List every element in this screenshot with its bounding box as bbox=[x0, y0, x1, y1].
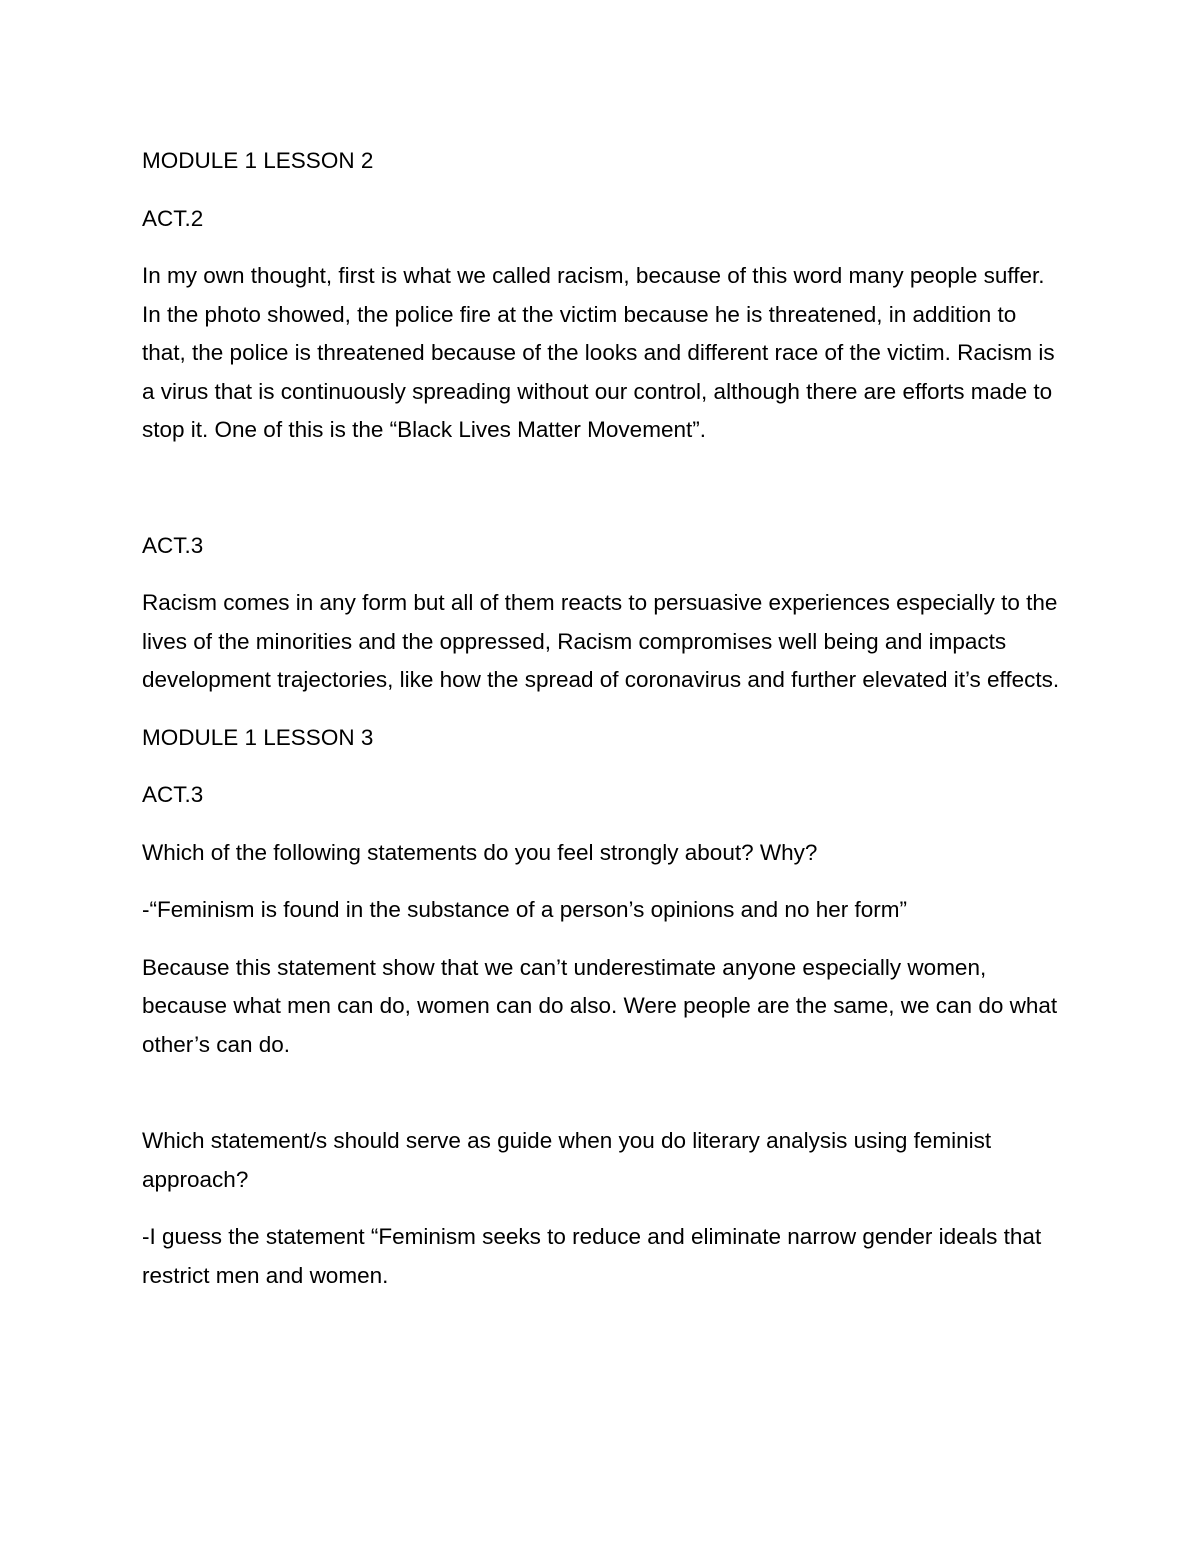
act3-label-lesson3: ACT.3 bbox=[142, 782, 204, 807]
answer-1-quote: -“Feminism is found in the substance of a person’s opinions and no her form” bbox=[142, 897, 907, 922]
document-body bbox=[142, 142, 1062, 1295]
act3-paragraph-lesson2: Racism comes in any form but all of them reacts to persuasive experiences especially to the lives of the minorities and the oppressed, Racism compromises well being and impacts development trajectories, like how the spread of coronavirus and further elevated it’s effects. bbox=[142, 590, 1060, 692]
module1-lesson2-heading: MODULE 1 LESSON 2 bbox=[142, 148, 374, 173]
question-2: Which statement/s should serve as guide when you do literary analysis using feminist approach? bbox=[142, 1128, 992, 1192]
question-1: Which of the following statements do you feel strongly about? Why? bbox=[142, 839, 818, 865]
answer-1-explanation: Because this statement show that we can’t underestimate anyone especially women, because what men can do, women can do also. Were people are the same, we can do what other’s can do. bbox=[142, 954, 1058, 1057]
act2-label: ACT.2 bbox=[142, 205, 204, 231]
act2-paragraph: In my own thought, first is what we called racism, because of this word many people suffer. In the photo showed, the police fire at the victim because he is threatened, in addition to that, the police is threatened because of the looks and different race of the victim. Racism is a virus that is continuously spreading without our control, although there are efforts made to stop it. One of this is the “Black Lives Matter Movement”. bbox=[142, 263, 1055, 442]
module1-lesson3-heading: MODULE 1 LESSON 3 bbox=[142, 724, 374, 750]
answer-2: -I guess the statement “Feminism seeks to reduce and eliminate narrow gender ideals that restrict men and women. bbox=[142, 1224, 1042, 1288]
act3-label-lesson2: ACT.3 bbox=[142, 532, 204, 558]
